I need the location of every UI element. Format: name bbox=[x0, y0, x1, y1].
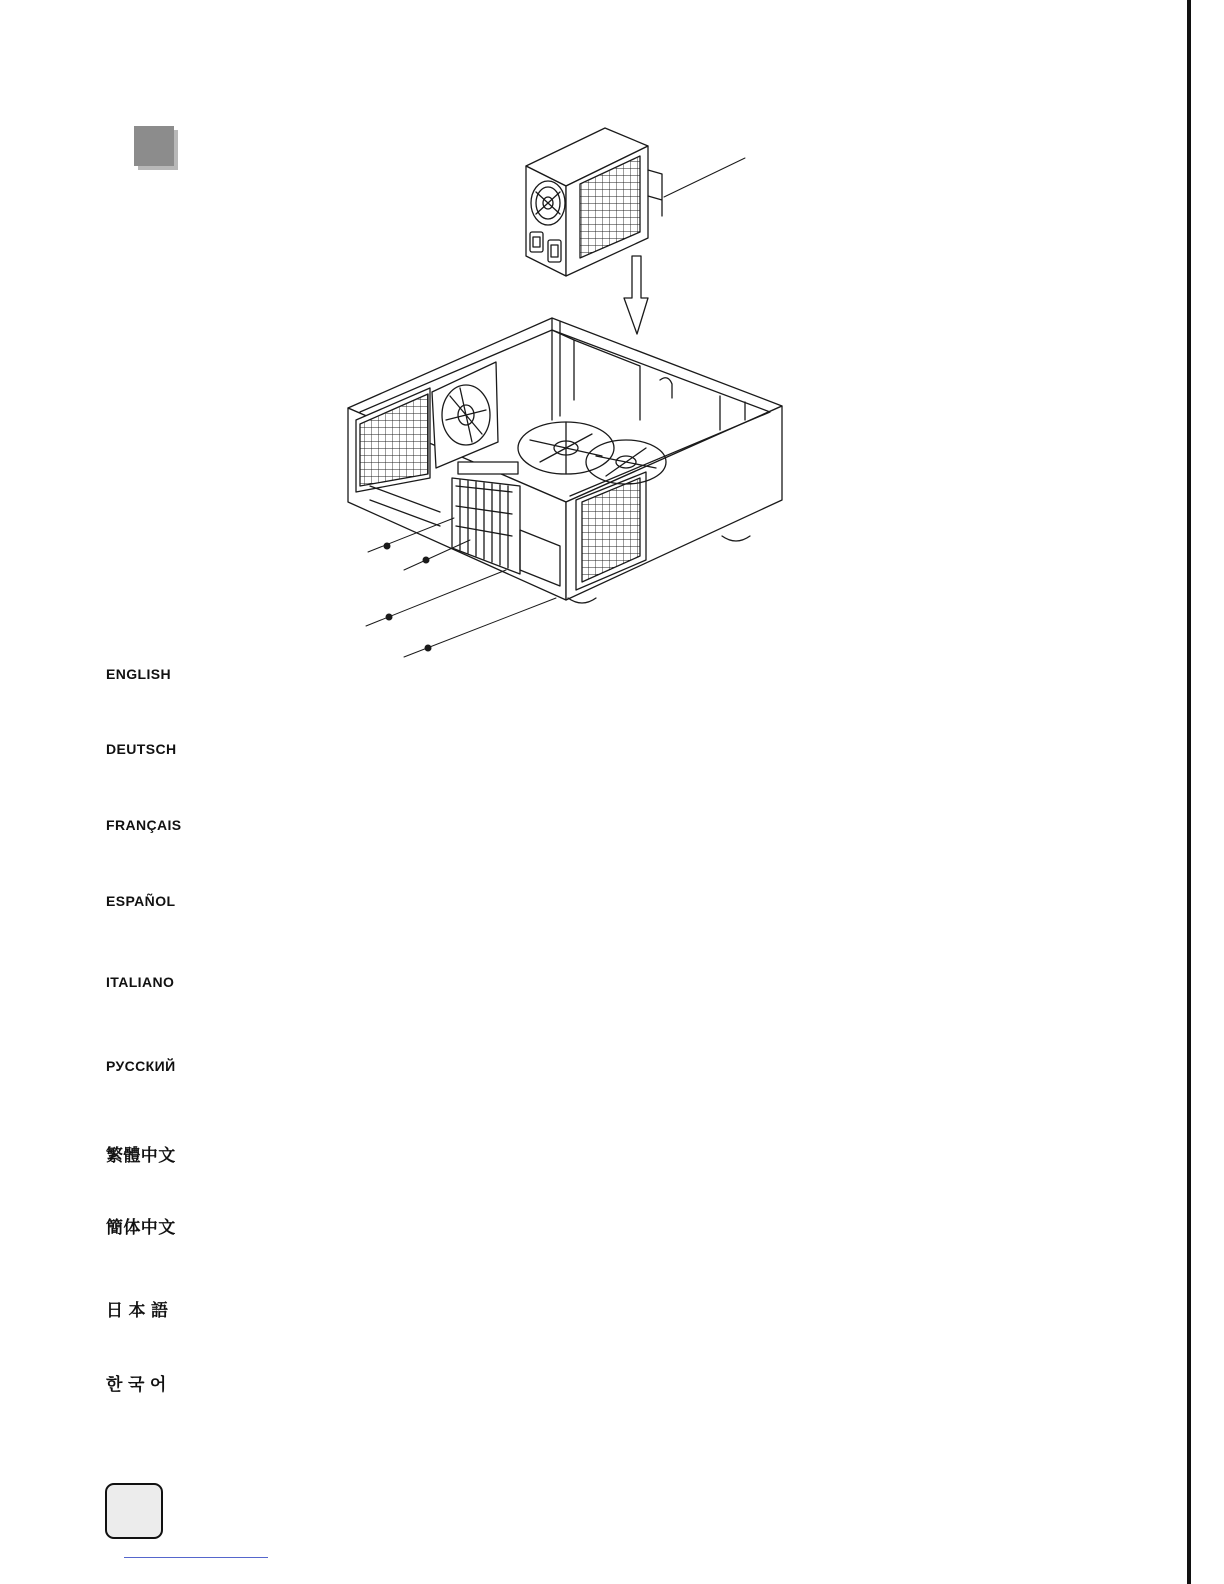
footer-link-underline[interactable] bbox=[124, 1557, 268, 1558]
screw-icon bbox=[423, 557, 429, 563]
screw-icon bbox=[386, 614, 392, 620]
language-label-italiano: ITALIANO bbox=[106, 974, 175, 990]
page-number-tab bbox=[105, 1483, 163, 1539]
language-label-russian: РУССКИЙ bbox=[106, 1058, 176, 1074]
screw-icon bbox=[384, 543, 390, 549]
language-label-korean: 한 국 어 bbox=[106, 1375, 167, 1394]
step-badge bbox=[134, 126, 180, 172]
screw-icon bbox=[425, 645, 431, 651]
computer-case bbox=[348, 318, 782, 603]
leader-line bbox=[664, 158, 745, 197]
language-label-francais: FRANÇAIS bbox=[106, 817, 182, 833]
language-label-deutsch: DEUTSCH bbox=[106, 741, 177, 757]
step-badge-square bbox=[134, 126, 174, 166]
language-label-simplified-chinese: 簡体中文 bbox=[106, 1218, 176, 1237]
down-arrow-icon bbox=[624, 256, 648, 334]
language-label-espanol: ESPAÑOL bbox=[106, 893, 176, 909]
page-edge-rule bbox=[1187, 0, 1191, 1584]
psu-installation-diagram bbox=[340, 120, 810, 665]
psu-fan-icon bbox=[531, 181, 565, 225]
language-label-japanese: 日 本 語 bbox=[106, 1301, 169, 1320]
power-supply-unit bbox=[526, 128, 662, 276]
language-label-english: ENGLISH bbox=[106, 666, 172, 682]
language-label-traditional-chinese: 繁體中文 bbox=[106, 1146, 176, 1165]
